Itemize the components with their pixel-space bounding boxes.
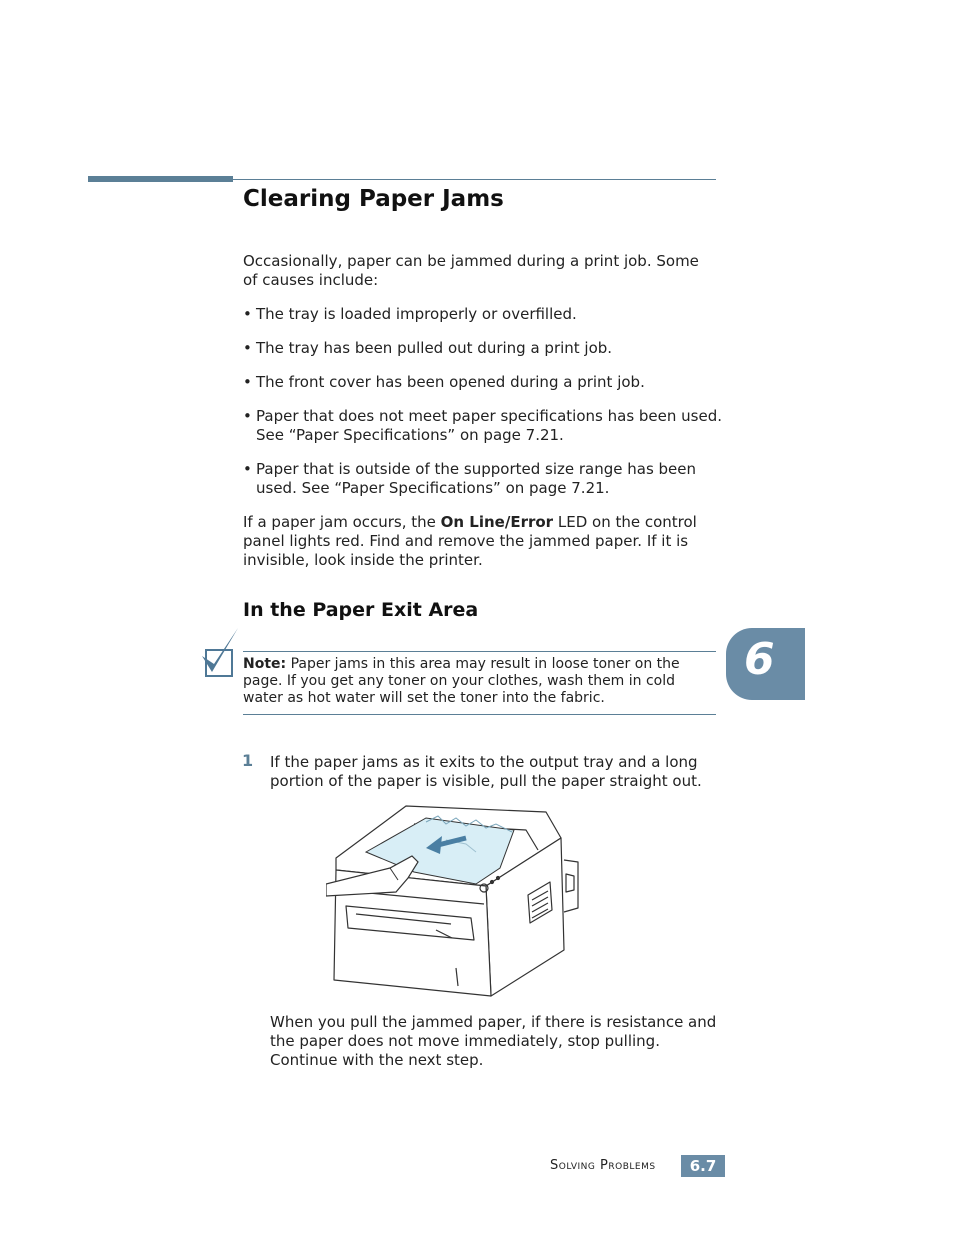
led-name: On Line/Error xyxy=(440,513,554,531)
header-rule-thick xyxy=(88,176,233,182)
printer-paper-jam-illustration xyxy=(326,800,582,998)
header-rule-thin xyxy=(233,179,716,180)
bullet-item xyxy=(243,373,723,392)
section-title: Clearing Paper Jams xyxy=(243,186,504,212)
bullet-mark: • xyxy=(243,460,252,478)
bullet-mark: • xyxy=(243,407,252,425)
note-text: Paper jams in this area may result in loose toner on the page. If you get any toner on your clothes, wash them in cold water as hot water will set the toner into the fabric. xyxy=(243,656,680,706)
jam-paragraph-pre: If a paper jam occurs, the xyxy=(243,513,441,531)
jam-paragraph xyxy=(243,513,718,570)
bullet-text: The tray has been pulled out during a print job. xyxy=(256,339,613,357)
intro-paragraph: Occasionally, paper can be jammed during a print job. Some of causes include: xyxy=(243,252,699,289)
bullet-item xyxy=(243,460,723,498)
bullet-text: Paper that does not meet paper specifications has been used. See “Paper Specifications” on page 7.21. xyxy=(256,407,722,444)
bullet-mark: • xyxy=(243,305,252,323)
bullet-mark: • xyxy=(243,339,252,357)
bullet-item xyxy=(243,305,723,324)
note-rule-bottom xyxy=(243,714,716,715)
page-number-badge: 6.7 xyxy=(681,1155,725,1177)
footer-section-name: Solving Problems xyxy=(550,1158,656,1173)
jam-paragraph-post: LED on the control panel lights red. Find and remove the jammed paper. If it is invisible, look inside the printer. xyxy=(243,513,697,569)
note-box xyxy=(243,656,713,707)
bullet-text: The front cover has been opened during a print job. xyxy=(256,373,645,391)
note-rule-top xyxy=(243,651,716,652)
chapter-tab xyxy=(726,628,805,700)
subsection-title: In the Paper Exit Area xyxy=(243,599,479,621)
bullet-item xyxy=(243,407,723,445)
bullet-text: The tray is loaded improperly or overfilled. xyxy=(256,305,577,323)
bullet-mark: • xyxy=(243,373,252,391)
step-text: If the paper jams as it exits to the output tray and a long portion of the paper is visible, pull the paper straight out. xyxy=(270,753,702,790)
after-step-paragraph: When you pull the jammed paper, if there is resistance and the paper does not move immediately, stop pulling. Continue with the next step. xyxy=(270,1013,717,1069)
bullet-item xyxy=(243,339,723,358)
bullet-text: Paper that is outside of the supported size range has been used. See “Paper Specifications” on page 7.21. xyxy=(256,460,697,497)
step-number: 1 xyxy=(242,751,254,770)
chapter-number: 6 xyxy=(744,634,775,685)
note-label: Note: xyxy=(243,656,287,672)
checkmark-note-icon xyxy=(198,626,244,680)
